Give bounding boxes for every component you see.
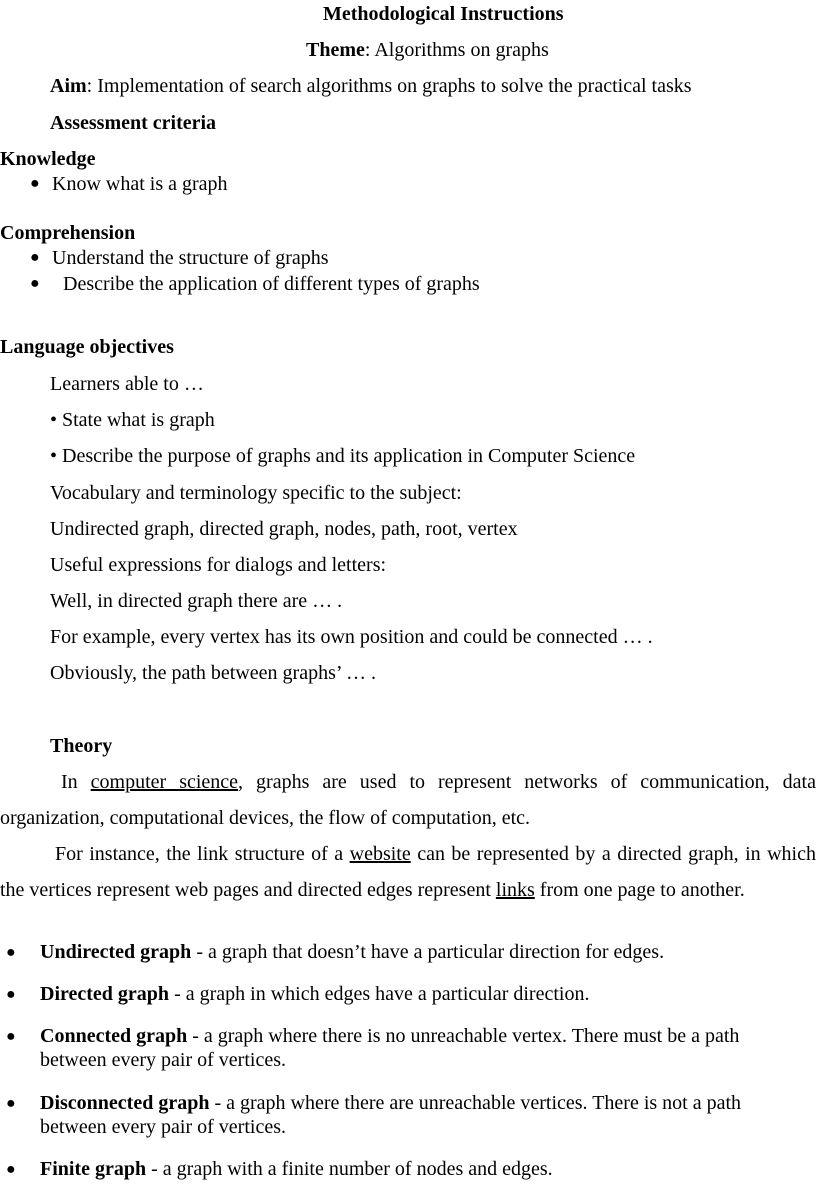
computer-science-link[interactable]: computer science bbox=[90, 771, 239, 793]
language-line: • Describe the purpose of graphs and its application in Computer Science bbox=[50, 445, 636, 467]
comprehension-heading: Comprehension bbox=[0, 222, 136, 244]
bullet-icon: ● bbox=[6, 986, 16, 1003]
knowledge-heading: Knowledge bbox=[0, 148, 96, 170]
theory-paragraph-line: the vertices represent web pages and directed edges represent links from one page to another. bbox=[0, 879, 745, 901]
definition-item: Finite graph - a graph with a finite number of nodes and edges. bbox=[40, 1158, 553, 1180]
language-line: Undirected graph, directed graph, nodes, path, root, vertex bbox=[50, 518, 518, 540]
language-line: Obviously, the path between graphs’ … . bbox=[50, 662, 377, 684]
bullet-icon: ● bbox=[6, 1095, 16, 1112]
language-line: • State what is graph bbox=[50, 409, 215, 431]
bullet-icon: ● bbox=[6, 944, 16, 961]
definition-item: Connected graph - a graph where there is no unreachable vertex. There must be a path bbox=[40, 1025, 740, 1047]
document-title: Methodological Instructions bbox=[323, 3, 564, 25]
theory-paragraph-line: organization, computational devices, the flow of computation, etc. bbox=[0, 807, 531, 829]
comprehension-item: Describe the application of different types of graphs bbox=[63, 273, 480, 295]
language-heading: Language objectives bbox=[0, 336, 174, 358]
language-line: Vocabulary and terminology specific to the subject: bbox=[50, 482, 462, 504]
theme-line: Theme: Algorithms on graphs bbox=[306, 39, 549, 61]
knowledge-item: Know what is a graph bbox=[52, 173, 228, 195]
bullet-icon: ● bbox=[30, 249, 40, 266]
theory-heading: Theory bbox=[50, 735, 113, 757]
language-line: Learners able to … bbox=[50, 373, 204, 395]
language-line: Well, in directed graph there are … . bbox=[50, 590, 343, 612]
language-line: Useful expressions for dialogs and letters: bbox=[50, 554, 387, 576]
bullet-icon: ● bbox=[30, 175, 40, 192]
bullet-icon: ● bbox=[30, 275, 40, 292]
assessment-heading: Assessment criteria bbox=[50, 112, 217, 134]
theory-paragraph-line: For instance, the link structure of a website can be represented by a directed graph, in which bbox=[55, 843, 816, 865]
definition-item: Directed graph - a graph in which edges have a particular direction. bbox=[40, 983, 590, 1005]
bullet-icon: ● bbox=[6, 1161, 16, 1178]
definition-item: Undirected graph - a graph that doesn’t have a particular direction for edges. bbox=[40, 941, 665, 963]
language-line: For example, every vertex has its own position and could be connected … . bbox=[50, 626, 653, 648]
definition-item-continuation: between every pair of vertices. bbox=[40, 1049, 286, 1071]
bullet-icon: ● bbox=[6, 1028, 16, 1045]
theory-paragraph-line: In computer science, graphs are used to represent networks of communication, data bbox=[61, 771, 816, 793]
definition-item-continuation: between every pair of vertices. bbox=[40, 1116, 286, 1138]
website-link[interactable]: website bbox=[349, 843, 411, 865]
aim-line: Aim: Implementation of search algorithms on graphs to solve the practical tasks bbox=[50, 75, 692, 97]
comprehension-item: Understand the structure of graphs bbox=[52, 247, 329, 269]
definition-item: Disconnected graph - a graph where there are unreachable vertices. There is not a path bbox=[40, 1092, 742, 1114]
links-link[interactable]: links bbox=[495, 879, 535, 901]
